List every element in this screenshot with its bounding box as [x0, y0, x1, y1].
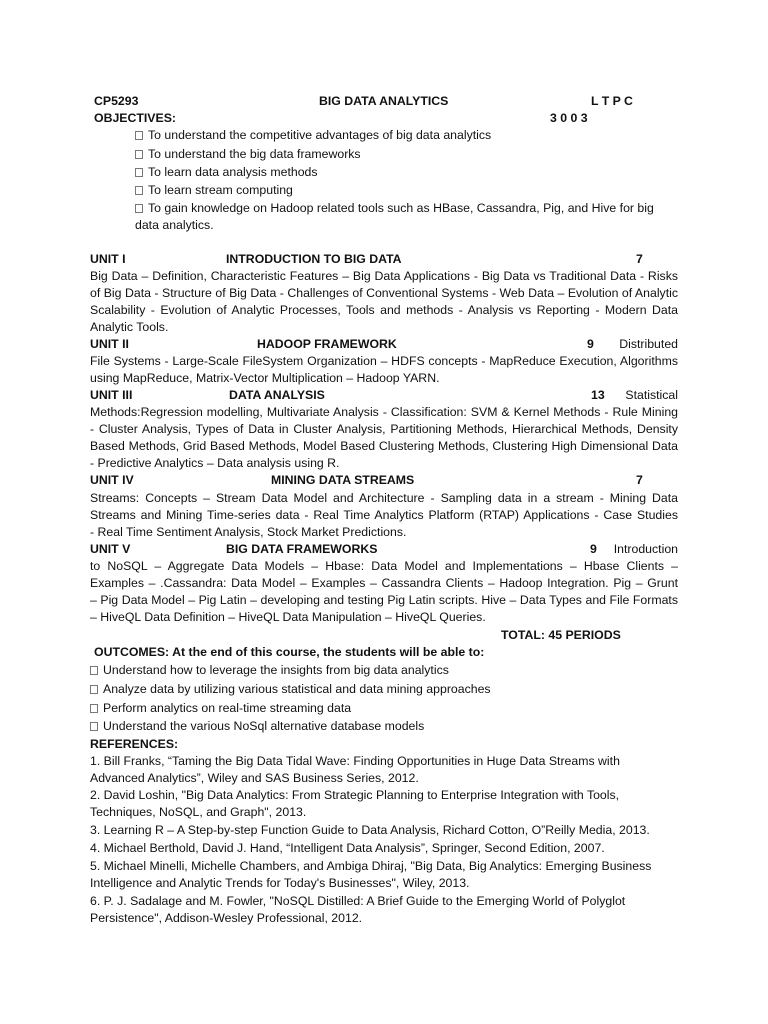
objective-item: To learn data analysis methods	[135, 164, 318, 180]
unit-hours: 9	[587, 337, 594, 351]
reference-line: 5. Michael Minelli, Michelle Chambers, and Ambiga Dhiraj, "Big Data, Big Analytics: Emerging Business	[90, 859, 652, 873]
ltpc-label: L T P C	[591, 94, 633, 108]
bullet-box-icon	[90, 685, 98, 694]
reference-line: 4. Michael Berthold, David J. Hand, “Intelligent Data Analysis”, Springer, Second Edition, 2007.	[90, 841, 605, 855]
objective-item: To understand the big data frameworks	[135, 146, 361, 162]
unit-content-line: - Real Time Sentiment Analysis, Stock Market Predictions.	[90, 525, 407, 539]
reference-line: Persistence", Addison-Wesley Professional, 2012.	[90, 911, 363, 925]
bullet-box-icon	[135, 168, 143, 177]
unit-content-line: to NoSQL – Aggregate Data Models – Hbase: Data Model and Implementations – Hbase Clients –	[90, 559, 678, 573]
reference-line: Advanced Analytics”, Wiley and SAS Business Series, 2012.	[90, 771, 419, 785]
unit-title: HADOOP FRAMEWORK	[257, 337, 397, 351]
unit-content-line: – HiveQL Data Definition – HiveQL Data Manipulation – HiveQL Queries.	[90, 610, 486, 624]
bullet-box-icon	[135, 150, 143, 159]
reference-line: Intelligence and Analytic Trends for Today's Businesses", Wiley, 2013.	[90, 876, 470, 890]
total-periods: TOTAL: 45 PERIODS	[501, 628, 621, 642]
course-code: CP5293	[94, 94, 139, 108]
bullet-box-icon	[90, 666, 98, 675]
objectives-heading: OBJECTIVES:	[94, 111, 176, 125]
course-title: BIG DATA ANALYTICS	[319, 94, 449, 108]
unit-hours: 7	[636, 473, 643, 487]
unit-content-line: Methods:Regression modelling, Multivariate Analysis - Classification: SVM & Kernel Methods - Rule Mining	[90, 405, 678, 419]
outcome-item: Analyze data by utilizing various statistical and data mining approaches	[90, 681, 491, 697]
reference-line: 6. P. J. Sadalage and M. Fowler, "NoSQL Distilled: A Brief Guide to the Emerging World of Polyglot	[90, 894, 626, 908]
unit-content-line: Based Methods, Grid Based Methods, Model Based Clustering Methods, Clustering High Dimensional Data	[90, 439, 678, 453]
bullet-box-icon	[90, 722, 98, 731]
unit-content-line: Big Data – Definition, Characteristic Features – Big Data Applications - Big Data vs Traditional Data - Risks	[90, 269, 678, 283]
outcome-item: Understand the various NoSql alternative database models	[90, 718, 424, 734]
unit-content-line: Examples – .Cassandra: Data Model – Examples – Cassandra Clients – Hadoop Integration. Pig – Grunt	[90, 576, 678, 590]
unit-title: MINING DATA STREAMS	[271, 473, 415, 487]
unit-content-line: File Systems - Large-Scale FileSystem Organization – HDFS concepts - MapReduce Execution, Algorithms	[90, 354, 678, 368]
unit-hours: 9	[590, 542, 597, 556]
outcome-item: Perform analytics on real-time streaming data	[90, 700, 351, 716]
unit-lead-word: Distributed	[619, 337, 678, 351]
unit-content-line: Streams: Concepts – Stream Data Model and Architecture - Sampling data in a stream - Mining Data	[90, 491, 678, 505]
objective-item: To gain knowledge on Hadoop related tools such as HBase, Cassandra, Pig, and Hive for big	[135, 200, 654, 216]
unit-hours: 13	[591, 388, 605, 402]
unit-label: UNIT V	[90, 542, 131, 556]
outcome-item: Understand how to leverage the insights from big data analytics	[90, 662, 449, 678]
unit-content-line: – Pig Data Model – Pig Latin – developing and testing Pig Latin scripts. Hive – Data Types and File Formats	[90, 593, 678, 607]
unit-content-line: Analytic Tools.	[90, 320, 169, 334]
bullet-box-icon	[135, 131, 143, 140]
unit-label: UNIT IV	[90, 473, 134, 487]
objective-item-continued: data analytics.	[135, 218, 214, 232]
unit-title: BIG DATA FRAMEWORKS	[226, 542, 378, 556]
unit-content-line: - Cluster Analysis, Types of Data in Cluster Analysis, Partitioning Methods, Hierarchical Methods, Density	[90, 422, 678, 436]
unit-content-line: Scalability - Evolution of Analytic Processes, Tools and methods - Analysis vs Reporting - Modern Data	[90, 303, 678, 317]
reference-line: Techniques, NoSQL, and Graph", 2013.	[90, 805, 307, 819]
outcomes-heading: OUTCOMES: At the end of this course, the students will be able to:	[94, 645, 485, 659]
reference-line: 3. Learning R – A Step-by-step Function Guide to Data Analysis, Richard Cotton, O”Reilly Media, 2013.	[90, 823, 650, 837]
unit-content-line: - Predictive Analytics – Data analysis using R.	[90, 456, 340, 470]
bullet-box-icon	[90, 704, 98, 713]
unit-label: UNIT II	[90, 337, 129, 351]
objective-item: To understand the competitive advantages of big data analytics	[135, 127, 491, 143]
reference-line: 2. David Loshin, "Big Data Analytics: From Strategic Planning to Enterprise Integration with Tools,	[90, 788, 620, 802]
unit-lead-word: Introduction	[613, 542, 678, 556]
objective-item: To learn stream computing	[135, 182, 293, 198]
references-heading: REFERENCES:	[90, 737, 179, 751]
unit-content-line: using MapReduce, Matrix-Vector Multiplication – Hadoop YARN.	[90, 371, 440, 385]
unit-label: UNIT III	[90, 388, 133, 402]
ltpc-values: 3 0 0 3	[550, 111, 588, 125]
bullet-box-icon	[135, 186, 143, 195]
unit-title: DATA ANALYSIS	[229, 388, 325, 402]
unit-hours: 7	[636, 252, 643, 266]
unit-lead-word: Statistical	[625, 388, 678, 402]
unit-label: UNIT I	[90, 252, 126, 266]
unit-content-line: of Big Data - Structure of Big Data - Challenges of Conventional Systems - Web Data – Evolution of Analytic	[90, 286, 678, 300]
unit-title: INTRODUCTION TO BIG DATA	[226, 252, 402, 266]
unit-content-line: Streams and Mining Time-series data - Real Time Analytics Platform (RTAP) Applications - Case Studies	[90, 508, 678, 522]
bullet-box-icon	[135, 204, 143, 213]
reference-line: 1. Bill Franks, “Taming the Big Data Tidal Wave: Finding Opportunities in Huge Data Streams with	[90, 754, 620, 768]
